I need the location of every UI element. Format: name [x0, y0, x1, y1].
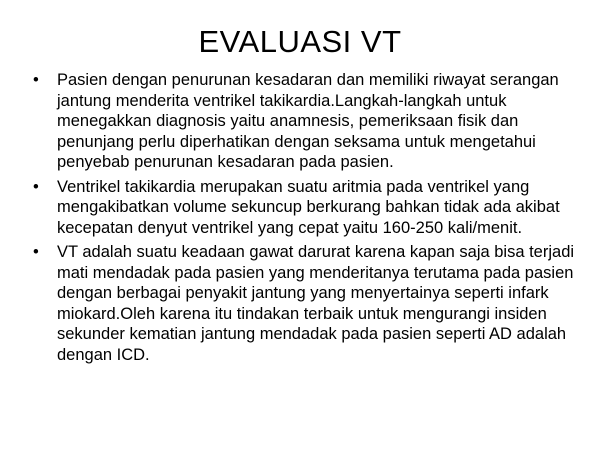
- bullet-item: [33, 70, 578, 173]
- bullet-dot-icon: •: [33, 243, 39, 261]
- bullet-dot-icon: •: [33, 71, 39, 89]
- slide-title: EVALUASI VT: [198, 24, 402, 59]
- bullet-item: [33, 177, 578, 239]
- bullet-dot-icon: •: [33, 177, 39, 196]
- bullet-item: [33, 242, 578, 365]
- bullet-text: VT adalah suatu keadaan gawat darurat karena kapan saja bisa terjadi mati mendadak pada pasien yang menderitanya terutama pada pasien dengan berbagai penyakit jantung yang menyertainya seperti infark miokard.Oleh karena itu tindakan terbaik untuk mengurangi insiden sekunder kematian jantung mendadak pada pasien seperti AD adalah dengan ICD.: [57, 243, 575, 364]
- bullet-text: Pasien dengan penurunan kesadaran dan memiliki riwayat serangan jantung menderita ventrikel takikardia.Langkah-langkah untuk menegakkan diagnosis yaitu anamnesis, pemeriksaan fisik dan penunjang perlu diperhatikan dengan seksama untuk mengetahui penyebab penurunan kesadaran pada pasien.: [57, 71, 559, 171]
- bullet-list: [33, 70, 578, 369]
- bullet-text: Ventrikel takikardia merupakan suatu aritmia pada ventrikel yang mengakibatkan volume sekuncup berkurang bahkan tidak ada akibat kecepatan denyut ventrikel yang cepat yaitu 160-250 kali/menit.: [57, 177, 560, 237]
